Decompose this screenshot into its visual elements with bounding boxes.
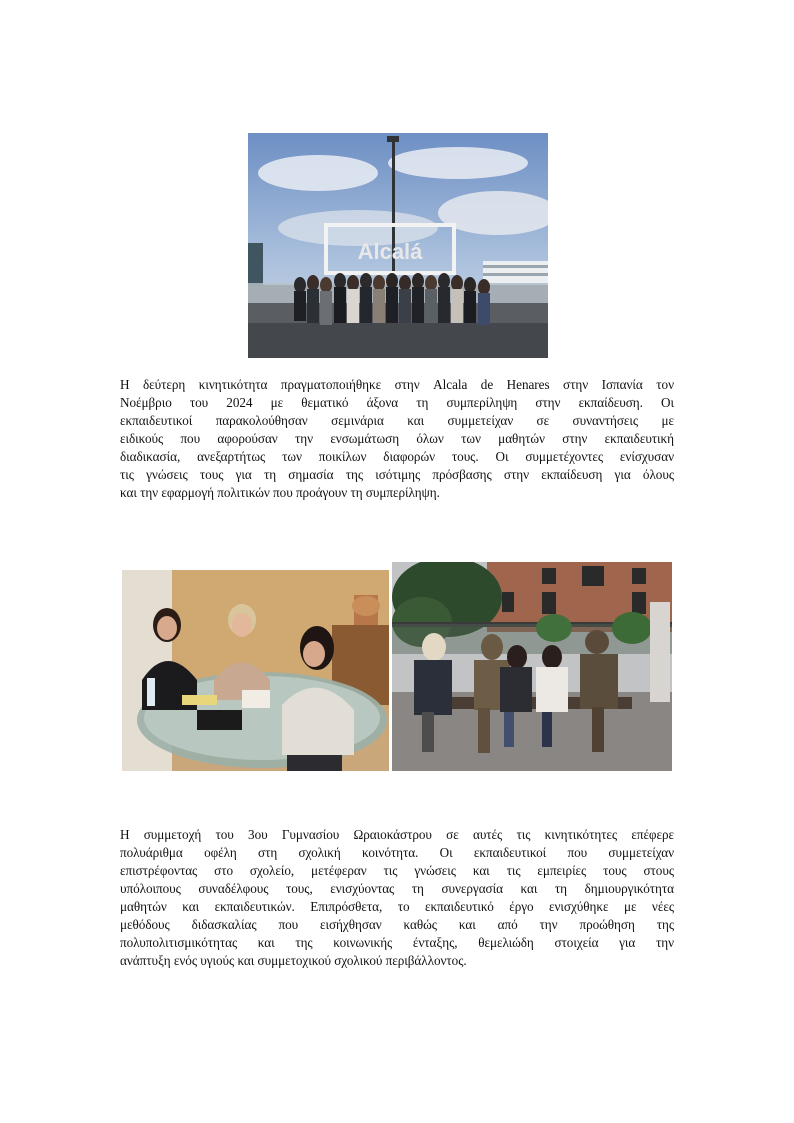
text-line: πολυάριθμα οφέλη στη σχολική κοινότητα. Οι εκπαιδευτικοί που συμμετείχαν (120, 845, 674, 860)
text-line: τις γνώσεις τους για τη σημασία της ισότιμης πρόσβασης στην εκπαίδευση για όλους (120, 467, 674, 482)
text-line: διαδικασία, ανεξαρτήτως των ποικίλων διαφορών τους. Οι συμμετέχοντες ενίσχυσαν (120, 449, 674, 464)
sign-text: Alcalá (357, 239, 423, 264)
text-line: πολυπολιτισμικότητας και της κοινωνικής ένταξης, θεμελιώδη στοιχεία για την (120, 935, 674, 950)
text-line: μεθόδους διδασκαλίας που εισήχθησαν καθώς και από την προώθηση της (120, 917, 674, 932)
text-line: υπόλοιπους συναδέλφους τους, ενισχύοντας τη συνεργασία και τη δημιουργικότητα (120, 881, 674, 896)
paragraph-alcala-mobility (120, 376, 674, 502)
text-line: και την εφαρμογή πολιτικών που προάγουν τη συμπερίληψη. (120, 485, 440, 500)
text-line: Νοέμβριο του 2024 με θεματικό άξονα τη συμπερίληψη στην εκπαίδευση. Οι (120, 395, 674, 410)
text-line: εκπαιδευτικοί παρακολούθησαν σεμινάρια και συμμετείχαν σε συναντήσεις με (120, 413, 674, 428)
text-line: επιστρέφοντας στο σχολείο, μετέφεραν τις γνώσεις και τις εμπειρίες τους στους (120, 863, 674, 878)
text-line: ανάπτυξη ενός υγιούς και συμμετοχικού σχολικού περιβάλλοντος. (120, 953, 467, 968)
text-line: μαθητών και εκπαιδευτικών. Επιπρόσθετα, το εκπαιδευτικό έργο ενισχύθηκε με νέες (120, 899, 674, 914)
text-line: Η δεύτερη κινητικότητα πραγματοποιήθηκε στην Alcala de Henares στην Ισπανία τον (120, 377, 674, 392)
meeting-photo (122, 570, 389, 771)
paragraph-school-benefits (120, 826, 674, 970)
text-line: Η συμμετοχή του 3ου Γυμνασίου Ωραιοκάστρου σε αυτές τις κινητικότητες επέφερε (120, 827, 674, 842)
group-photo-alcala-sign (248, 133, 548, 358)
statue-bench-photo (392, 562, 672, 771)
text-line: ειδικούς που αφορούσαν την ενσωμάτωση όλων των μαθητών στην εκπαιδευτική (120, 431, 674, 446)
